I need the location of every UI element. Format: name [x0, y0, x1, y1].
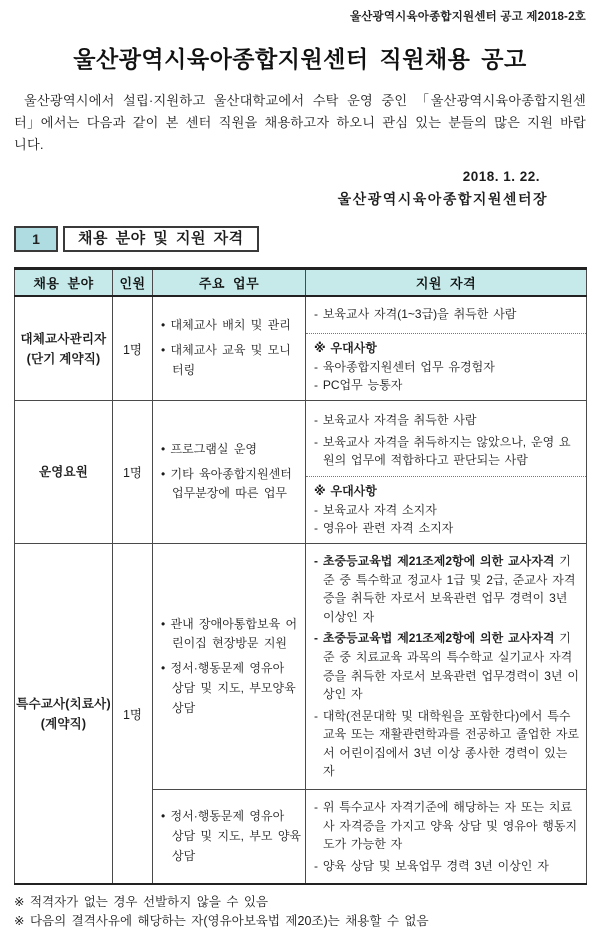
table-header-duties: 주요 업무 — [153, 269, 306, 297]
notice-number: 울산광역시육아종합지원센터 공고 제2018-2호 — [349, 11, 586, 23]
table-header-qualifications: 지원 자격 — [306, 269, 587, 297]
footnotes — [14, 893, 586, 931]
field-contract-type: (단기 계약직) — [26, 351, 101, 366]
headcount-cell: 1명 — [113, 296, 153, 400]
page-title: 울산광역시육아종합지원센터 직원채용 공고 — [73, 46, 527, 72]
field-name: 특수교사(치료사) — [16, 696, 111, 711]
footnote: ※ 적격자가 없는 경우 선발하지 않을 수 있음 — [14, 895, 269, 910]
table-header-field: 채용 분야 — [15, 269, 113, 297]
duties-cell — [153, 400, 306, 543]
qual-item: - 위 특수교사 자격기준에 해당하는 자 또는 치료사 자격증을 가지고 양육 상담 및 영유아 행동지도가 가능한 자 — [314, 800, 578, 852]
recruitment-table — [14, 267, 587, 885]
preference-title: ※ 우대사항 — [314, 483, 377, 498]
field-contract-type: (계약직) — [40, 716, 87, 731]
intro-paragraph: 울산광역시에서 설립·지원하고 울산대학교에서 수탁 운영 중인 「울산광역시육아종합지원센터」에서는 다음과 같이 본 센터 직원을 채용하고자 하오니 관심 있는 분들의 많은 지원 바랍니다. — [14, 93, 586, 152]
qual-item: - 대학(전문대학 및 대학원을 포함한다)에서 특수교육 또는 재활관련학과를 전공하고 졸업한 자로서 어린이집에서 3년 이상 종사한 경력이 있는 자 — [314, 708, 580, 779]
table-header-row — [15, 269, 587, 297]
table-row-substitute-teacher-manager — [15, 296, 587, 400]
duty-item: • 프로그램실 운영 — [161, 441, 258, 456]
table-row-operation-staff — [15, 400, 587, 543]
duty-item: • 대체교사 교육 및 모니터링 — [161, 343, 291, 377]
qual-item: - 보육교사 자격을 취득한 사람 — [314, 412, 477, 427]
qualifications-cell — [306, 790, 587, 885]
dotted-divider — [306, 476, 586, 477]
field-name: 대체교사관리자 — [20, 331, 107, 346]
field-cell — [15, 296, 113, 400]
duty-item: • 정서·행동문제 영유아 상담 및 지도, 부모양육 상담 — [161, 661, 296, 715]
table-header-headcount: 인원 — [113, 269, 153, 297]
duty-item: • 관내 장애아통합보육 어린이집 현장방문 지원 — [161, 616, 298, 651]
qual-item: - 초중등교육법 제21조제2항에 의한 교사자격 기준 중 치료교육 과목의 특수학교 실기교사 자격증을 취득한 자로서 보육관련 업무경력이 3년 이상인 자 — [314, 631, 579, 702]
qual-item: - 보육교사 자격(1~3급)을 취득한 사람 — [314, 307, 517, 322]
duty-item: • 기타 육아종합지원센터 업무분장에 따른 업무 — [161, 466, 292, 501]
qualifications-cell — [306, 400, 587, 543]
qualifications-cell — [306, 543, 587, 789]
duties-cell — [153, 296, 306, 400]
preference-item: - 영유아 관련 자격 소지자 — [314, 521, 454, 536]
duties-cell — [153, 543, 306, 789]
preference-title: ※ 우대사항 — [314, 340, 377, 355]
section-number-badge: 1 — [14, 226, 58, 252]
preference-item: - PC업무 능통자 — [314, 378, 403, 393]
law-reference: - 초중등교육법 제21조제2항에 의한 교사자격 — [314, 553, 555, 568]
dotted-divider — [306, 333, 586, 334]
qualifications-cell — [306, 296, 587, 400]
duty-item: • 정서·행동문제 영유아 상담 및 지도, 부모 양육상담 — [161, 809, 301, 863]
qual-item: - 보육교사 자격을 취득하지는 않았으나, 운영 요원의 업무에 적합하다고 판단되는 사람 — [314, 434, 571, 468]
section-title-box: 채용 분야 및 지원 자격 — [63, 226, 259, 252]
duties-cell — [153, 790, 306, 885]
headcount-cell: 1명 — [113, 400, 153, 543]
duty-item: • 대체교사 배치 및 관리 — [161, 318, 291, 333]
preference-item: - 육아종합지원센터 업무 유경험자 — [314, 359, 495, 374]
qual-item: - 양육 상담 및 보육업무 경력 3년 이상인 자 — [314, 858, 549, 873]
preference-item: - 보육교사 자격 소지자 — [314, 502, 437, 517]
field-cell: 운영요원 — [15, 400, 113, 543]
field-cell — [15, 543, 113, 884]
law-reference: - 초중등교육법 제21조제2항에 의한 교사자격 — [314, 631, 555, 646]
qual-item: - 초중등교육법 제21조제2항에 의한 교사자격 기준 중 특수학교 정교사 1급 및 2급, 준교사 자격증을 취득한 자로서 보육관련 업무 경력이 3년 이상인 자 — [314, 553, 576, 624]
footnote: ※ 다음의 결격사유에 해당하는 자(영유아보육법 제20조)는 채용할 수 없음 — [14, 914, 429, 929]
table-row-special-teacher-a — [15, 543, 587, 789]
headcount-cell: 1명 — [113, 543, 153, 884]
announcement-date: 2018. 1. 22. — [462, 169, 540, 185]
section-header — [14, 226, 586, 252]
signature: 울산광역시육아종합지원센터장 — [337, 191, 548, 208]
